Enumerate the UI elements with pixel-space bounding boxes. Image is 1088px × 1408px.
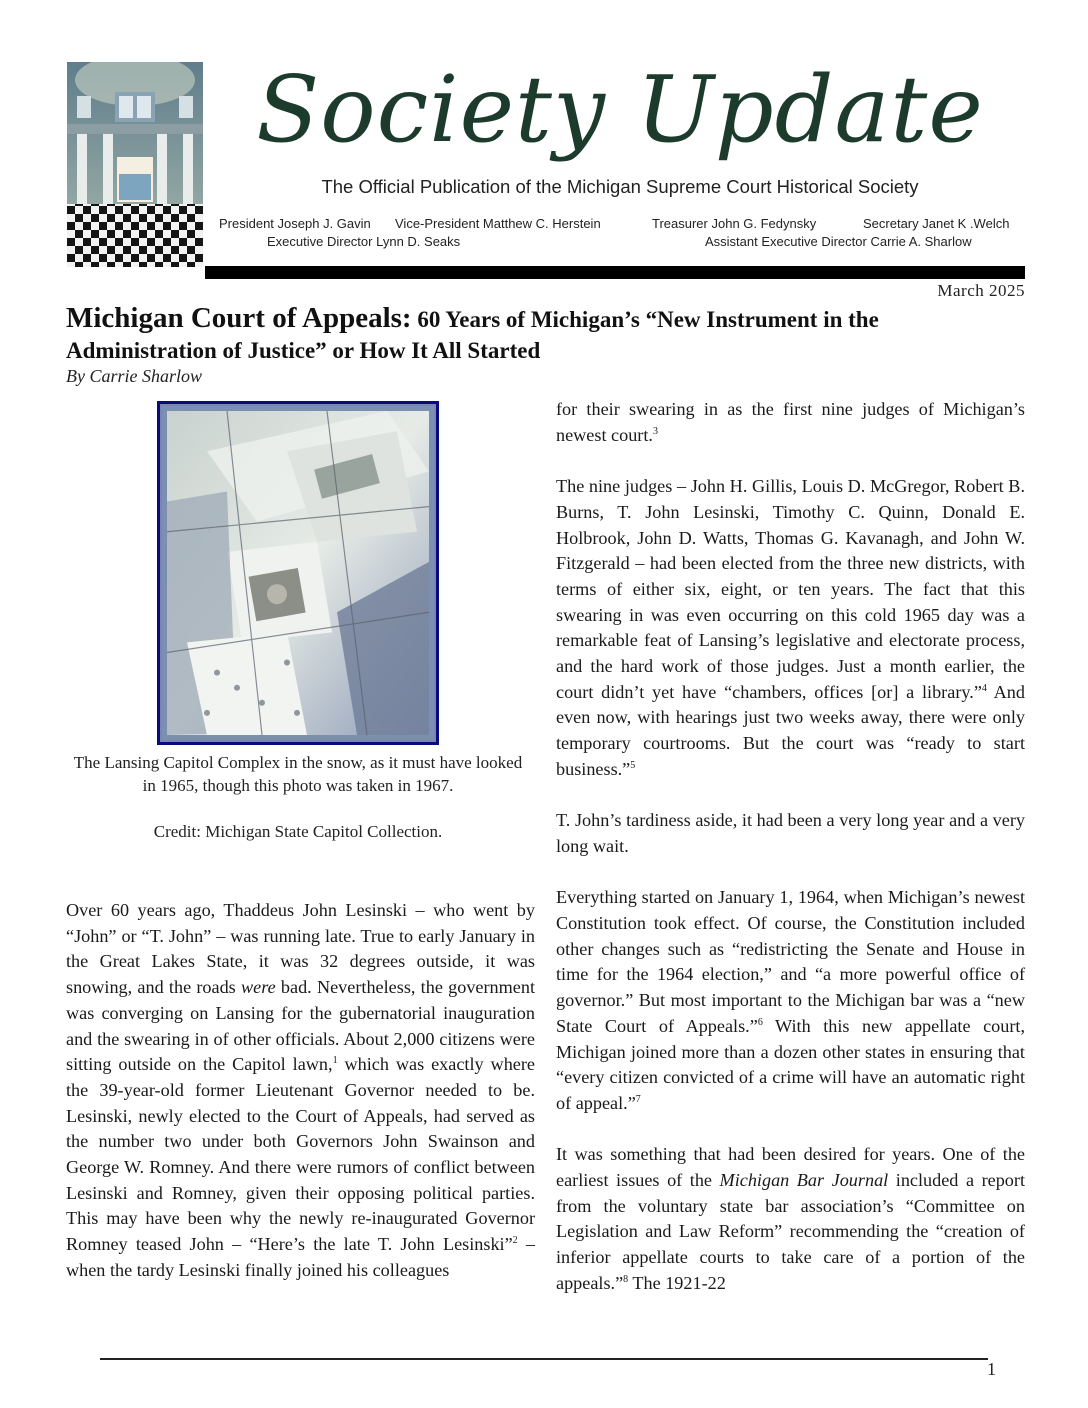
capitol-aerial-photo <box>157 401 439 745</box>
byline: By Carrie Sharlow <box>66 366 203 386</box>
masthead-rule <box>205 266 1025 279</box>
footnote-ref: 3 <box>652 425 658 437</box>
officer-president: President Joseph J. Gavin <box>219 216 371 231</box>
footnote-ref: 6 <box>757 1016 763 1028</box>
officer-assistant-executive-director: Assistant Executive Director Carrie A. Sharlow <box>705 234 972 249</box>
article-column-right <box>556 397 1025 1322</box>
officer-vice-president: Vice-President Matthew C. Herstein <box>395 216 601 231</box>
headline-main: Michigan Court of Appeals: <box>66 302 412 334</box>
officer-secretary: Secretary Janet K .Welch <box>863 216 1010 231</box>
officer-treasurer: Treasurer John G. Fedynsky <box>652 216 817 231</box>
footnote-ref: 5 <box>630 759 636 771</box>
issue-date: March 2025 <box>937 281 1025 300</box>
officers-list <box>205 216 1035 256</box>
masthead-tagline: The Official Publication of the Michigan Supreme Court Historical Society <box>321 176 919 197</box>
footnote-ref: 4 <box>981 682 987 694</box>
page-number: 1 <box>987 1359 996 1379</box>
footnote-ref: 7 <box>635 1093 641 1105</box>
paragraph: Over 60 years ago, Thaddeus John Lesinski – who went by “John” or “T. John” – was running late. True to early January in the Great Lakes State, it was 32 degrees outside, it was snowing, and the roads were bad. Nevertheless, the government was converging on Lansing for the gubernatorial inauguration and the swearing in of other officials. About 2,000 citizens were sitting outside on the Capitol lawn,$^1$ which was exactly where the 39-year-old former Lieutenant Governor needed to be. Lesinski, newly elected to the Court of Appeals, had served as the number two under both Governors John Swainson and George W. Romney. And there were rumors of conflict between Lesinski and Romney, given their opposing political parties. This may have been why the newly re-inaugurated Governor Romney teased John – “Here’s the late T. John Lesinski”$^2$ – when the tardy Lesinski finally joined his colleagues <box>66 900 535 1280</box>
paragraph: Everything started on January 1, 1964, when Michigan’s newest Constitution took effect. Of course, the Constitution included other changes such as “redistricting the Senate and House in time for the 1964 election,” and “a more powerful office of governor.” But most important to the Michigan bar was a “new State Court of Appeals.”$^6$ With this new appellate court, Michigan joined more than a dozen other states in ensuring that “every citizen convicted of a crime will have an automatic right of appeal.”$^7$ <box>556 887 1025 1113</box>
footnote-ref: 8 <box>623 1273 629 1285</box>
paragraph: for their swearing in as the first nine judges of Michigan’s newest court.$^3$ <box>556 399 1025 445</box>
photo-caption <box>66 751 530 843</box>
footer-rule <box>100 1358 988 1360</box>
footnote-ref: 1 <box>332 1055 338 1067</box>
caption-text: The Lansing Capitol Complex in the snow, as it must have looked in 1965, though this photo was taken in 1967. <box>73 753 523 795</box>
article-column-left <box>66 898 535 1309</box>
footnote-ref: 2 <box>512 1235 518 1247</box>
rotunda-photo <box>67 62 203 267</box>
paragraph: It was something that had been desired for years. One of the earliest issues of the Michigan Bar Journal included a report from the voluntary state bar association’s “Committee on Legislation and Law Reform” recommending the “creation of inferior appellate courts to take care of a portion of the appeals.”$^8$ The 1921-22 <box>556 1144 1025 1293</box>
officer-executive-director: Executive Director Lynn D. Seaks <box>267 234 461 249</box>
paragraph: T. John’s tardiness aside, it had been a very long year and a very long wait. <box>556 810 1025 856</box>
masthead-title: Society Update <box>256 56 984 163</box>
paragraph: The nine judges – John H. Gillis, Louis D. McGregor, Robert B. Burns, T. John Lesinski, Timothy C. Quinn, Donald E. Holbrook, John D. Watts, Thomas G. Kavanagh, and John W. Fitzgerald – had been elected from the three new districts, with terms of either six, eight, or ten years. The fact that this swearing in was even occurring on this cold 1965 day was a remarkable feat of Lansing’s legislative and electorate process, and the hard work of those judges. Just a month earlier, the court didn’t yet have “chambers, offices [or] a library.”$^4$ And even now, with hearings just two weeks away, there were only temporary courtrooms. But the court was “ready to start business.”$^5$ <box>556 476 1025 779</box>
caption-credit: Credit: Michigan State Capitol Collection. <box>153 822 443 841</box>
headline-sub: 60 Years of Michigan’s “New Instrument in the Administration of Justice” or How It All Started <box>66 307 879 363</box>
article-headline <box>66 303 1026 366</box>
